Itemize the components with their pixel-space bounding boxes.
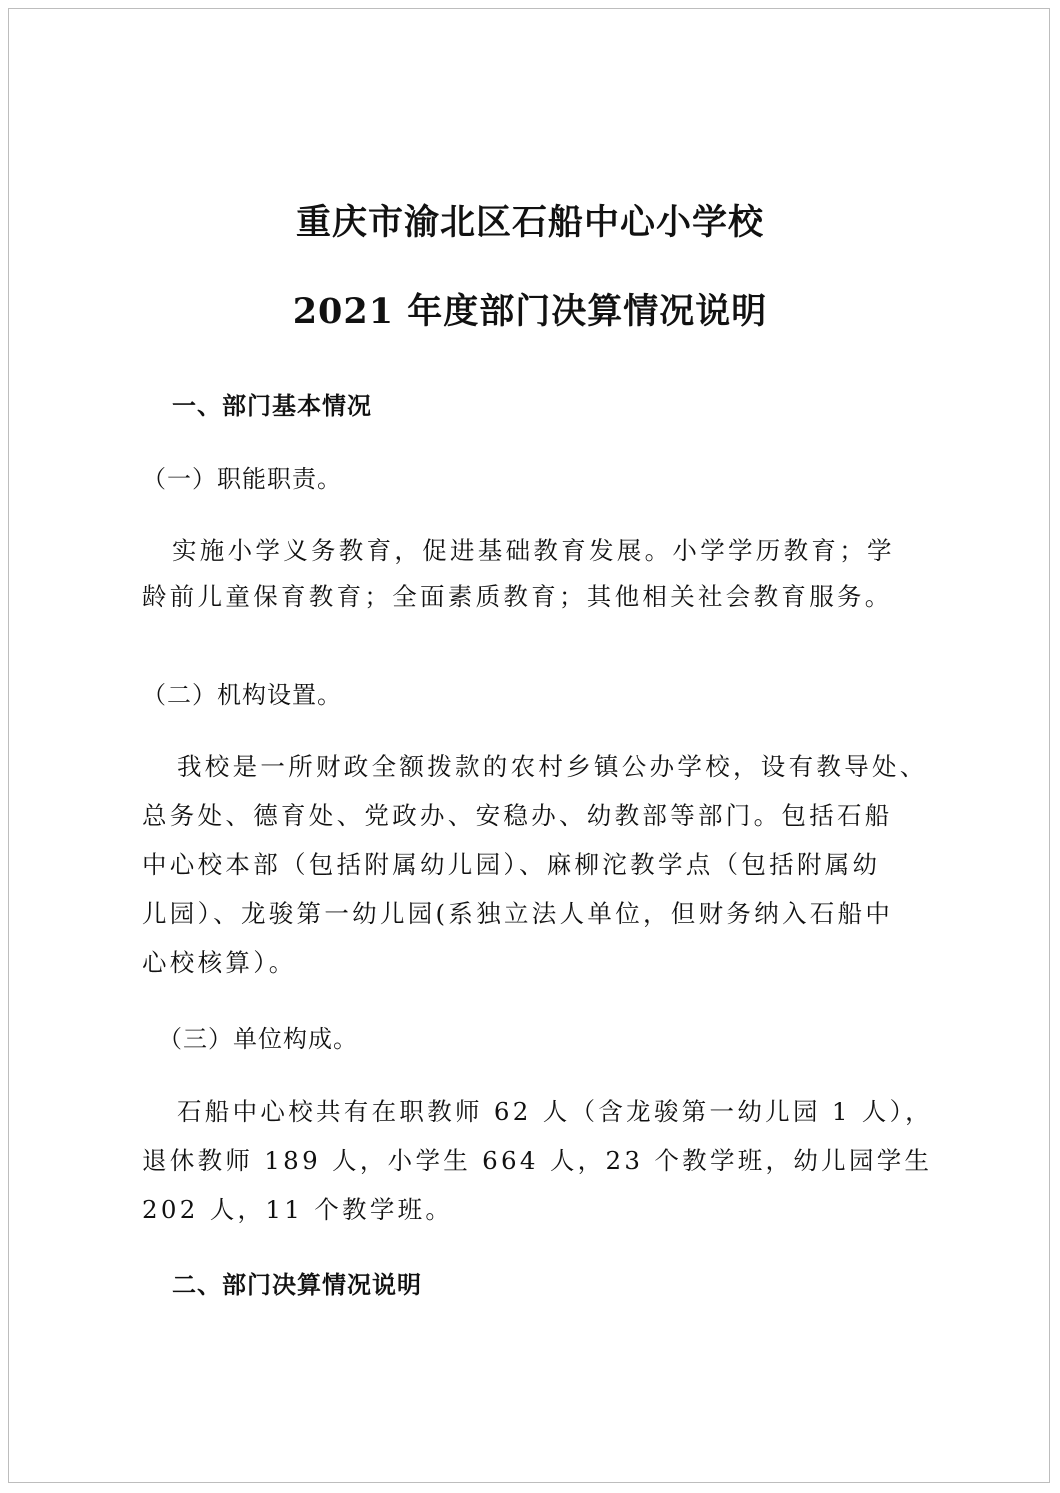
- paragraph-line: 心校核算）。: [142, 948, 297, 977]
- paragraph-line: 实施小学义务教育，促进基础教育发展。小学学历教育；学: [172, 536, 895, 565]
- paragraph-line: 儿园）、龙骏第一幼儿园(系独立法人单位，但财务纳入石船中: [142, 899, 894, 928]
- paragraph-line: 202 人，11 个教学班。: [142, 1195, 454, 1224]
- section-2-heading: 二、部门决算情况说明: [172, 1271, 422, 1299]
- document-subtitle: 2021 年度部门决算情况说明: [292, 291, 768, 332]
- paragraph-line: 中心校本部（包括附属幼儿园）、麻柳沱教学点（包括附属幼: [142, 850, 881, 879]
- document-title: 重庆市渝北区石船中心小学校: [295, 202, 764, 243]
- paragraph-line: 石船中心校共有在职教师 62 人（含龙骏第一幼儿园 1 人），: [177, 1097, 933, 1126]
- sub-2-heading: （二）机构设置。: [142, 681, 342, 709]
- paragraph-line: 龄前儿童保育教育；全面素质教育；其他相关社会教育服务。: [142, 582, 893, 611]
- paragraph-line: 我校是一所财政全额拨款的农村乡镇公办学校，设有教导处、: [177, 752, 928, 781]
- paragraph-line: 退休教师 189 人，小学生 664 人，23 个教学班，幼儿园学生: [142, 1146, 933, 1175]
- sub-3-heading: （三）单位构成。: [158, 1025, 358, 1053]
- sub-1-heading: （一）职能职责。: [142, 465, 342, 493]
- section-1-heading: 一、部门基本情况: [172, 392, 372, 420]
- paragraph-line: 总务处、德育处、党政办、安稳办、幼教部等部门。包括石船: [142, 801, 893, 830]
